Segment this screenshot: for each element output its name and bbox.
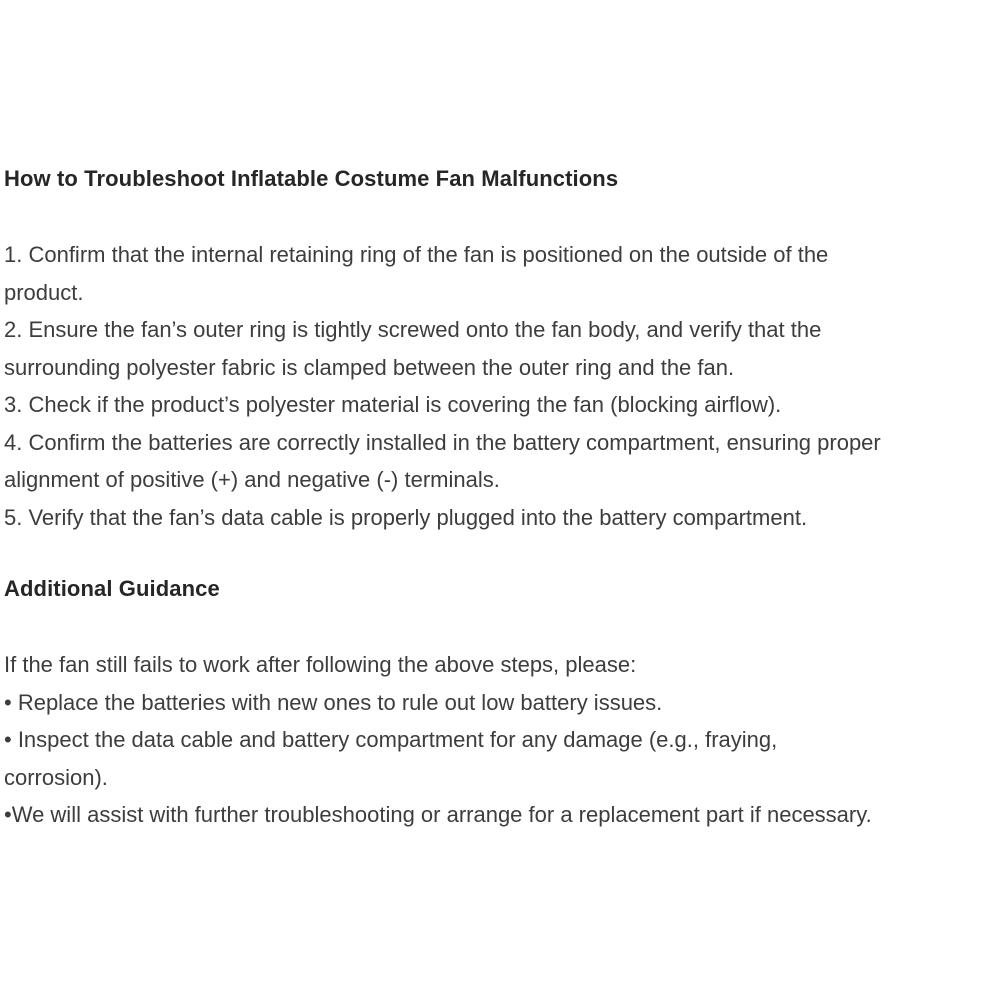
- guidance-bullet-2-line-1: • Inspect the data cable and battery compartment for any damage (e.g., fraying,: [4, 727, 778, 752]
- additional-guidance-heading: Additional Guidance: [4, 576, 220, 601]
- step-3-line-1: 3. Check if the product’s polyester material is covering the fan (blocking airflow).: [4, 392, 782, 417]
- guidance-intro: If the fan still fails to work after following the above steps, please:: [4, 652, 637, 677]
- step-1-line-2: product.: [4, 279, 84, 305]
- guidance-bullet-2-line-2: corrosion).: [4, 764, 108, 790]
- step-5-line-1: 5. Verify that the fan’s data cable is properly plugged into the battery compartment.: [4, 504, 808, 530]
- guidance-bullet-1: • Replace the batteries with new ones to rule out low battery issues.: [4, 689, 663, 715]
- troubleshooting-heading: How to Troubleshoot Inflatable Costume Fan Malfunctions: [4, 166, 619, 191]
- additional-guidance-text: [4, 646, 1000, 834]
- troubleshooting-steps: [4, 236, 1000, 536]
- step-4-line-1: 4. Confirm the batteries are correctly installed in the battery compartment, ensuring proper: [4, 429, 881, 455]
- step-2-line-1: 2. Ensure the fan’s outer ring is tightly screwed onto the fan body, and verify that the: [4, 317, 822, 342]
- step-1-line-1: 1. Confirm that the internal retaining ring of the fan is positioned on the outside of the: [4, 242, 829, 267]
- guidance-bullet-3: •We will assist with further troubleshooting or arrange for a replacement part if necessary.: [4, 802, 872, 827]
- step-4-line-2: alignment of positive (+) and negative (-) terminals.: [4, 467, 500, 492]
- step-2-line-2: surrounding polyester fabric is clamped between the outer ring and the fan.: [4, 354, 735, 380]
